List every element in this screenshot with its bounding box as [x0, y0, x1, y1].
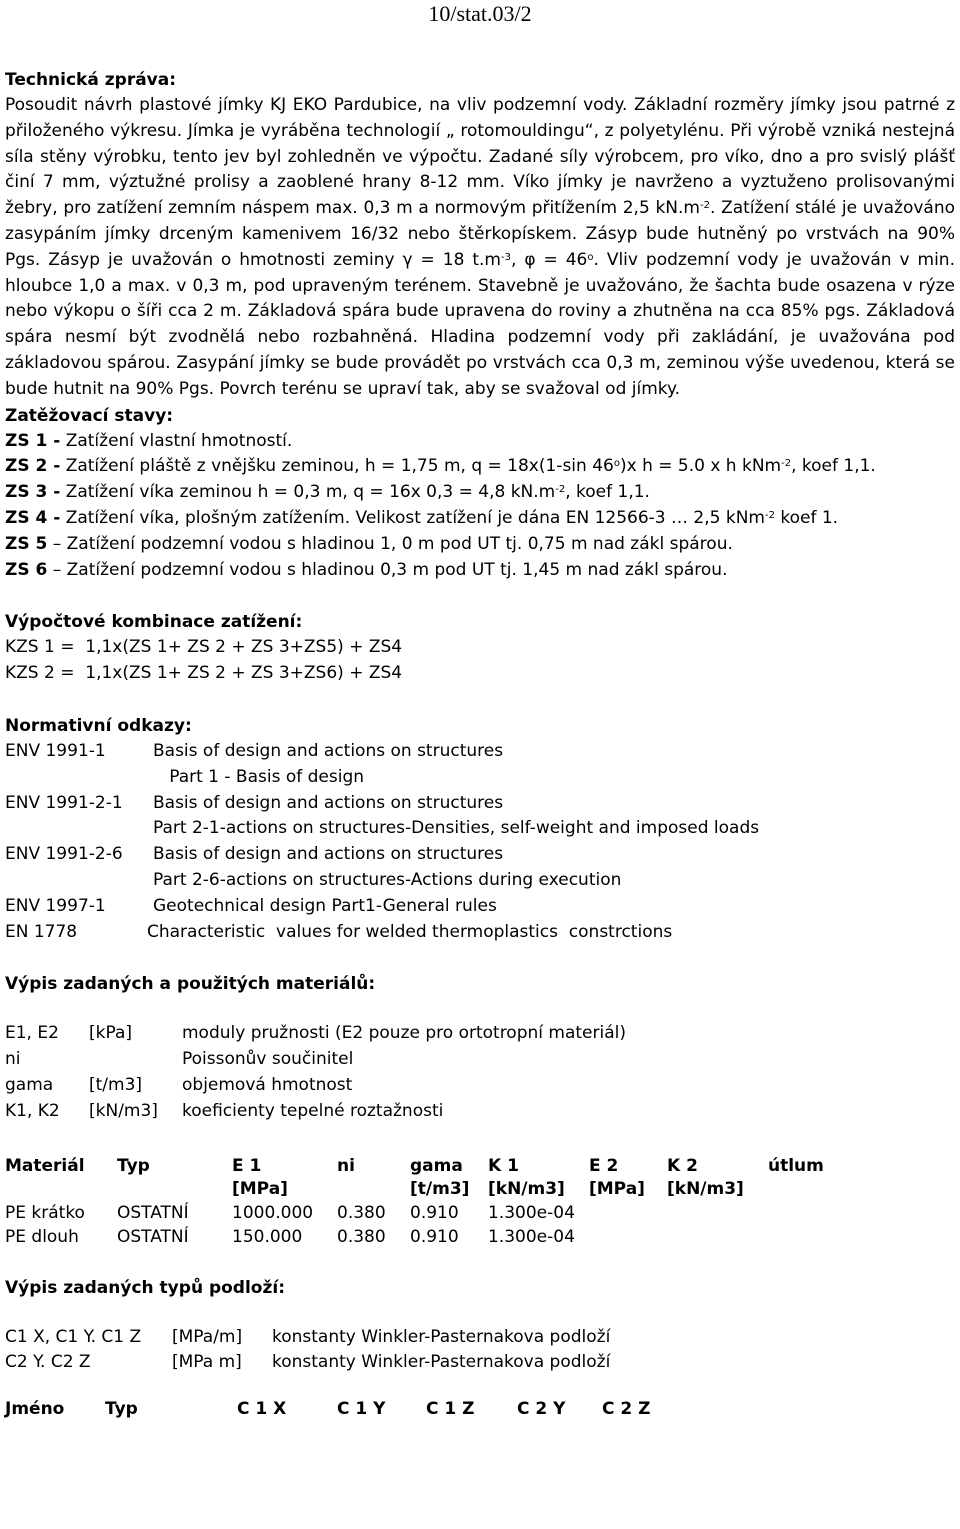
materials-table-units: [MPa] [t/m3] [kN/m3] [MPa] [kN/m3]: [232, 1178, 744, 1199]
table-row: PE dlouh OSTATNÍ 150.000 0.380 0.910 1.300e-04: [5, 1226, 575, 1247]
section-title-load-combinations: Výpočtové kombinace zatížení:: [5, 612, 303, 633]
norm-row: ENV 1991-1 Basis of design and actions on structures: [5, 740, 504, 761]
norm-row: ENV 1991-2-6 Basis of design and actions on structures: [5, 844, 504, 865]
subsoil-row: C2 Y. C2 Z [MPa m] konstanty Winkler-Pasternakova podloží: [5, 1352, 611, 1373]
section-title-subsoil: Výpis zadaných typů podloží:: [5, 1277, 286, 1298]
load-case-zs6: ZS 6 – Zatížení podzemní vodou s hladinou 0,3 m pod UT tj. 1,45 m nad zákl spárou.: [5, 559, 728, 580]
section-title-normative-references: Normativní odkazy:: [5, 715, 192, 736]
subsoil-table-header-row: Jméno Typ C 1 X C 1 Y C 1 Z C 2 Y C 2 Z: [5, 1399, 651, 1420]
subsoil-table-header: [5, 1398, 682, 1421]
load-case-zs3: ZS 3 - Zatížení víka zeminou h = 0,3 m, q = 16x 0,3 = 4,8 $kN.m^{-2}$, koef 1,1.: [5, 482, 650, 503]
materials-table-header: Materiál Typ E 1 ni gama K 1 E 2 K 2 útlum: [5, 1155, 824, 1176]
legend-row: E1, E2 [kPa] moduly pružnosti (E2 pouze pro ortotropní materiál): [5, 1023, 626, 1044]
norm-row: ENV 1991-2-1 Basis of design and actions on structures: [5, 792, 504, 813]
legend-row: ni Poissonův součinitel: [5, 1049, 354, 1070]
subsoil-legend: [5, 1325, 955, 1377]
norm-row: EN 1778 Characteristic values for welded thermoplastics constrctions: [5, 921, 673, 942]
materials-table: [5, 1155, 848, 1249]
document-body: [5, 67, 955, 1421]
norm-row: ENV 1997-1 Geotechnical design Part1-General rules: [5, 895, 497, 916]
norm-row: Part 2-6-actions on structures-Actions during execution: [153, 869, 622, 890]
norm-row: Part 2-1-actions on structures-Densities, self-weight and imposed loads: [153, 818, 760, 839]
norm-row: Part 1 - Basis of design: [153, 766, 365, 787]
section-title-technical-report: Technická zpráva:: [5, 70, 177, 90]
load-case-zs1: ZS 1 - Zatížení vlastní hmotností.: [5, 430, 293, 451]
combination-kzs1: KZS 1 = 1,1x(ZS 1+ ZS 2 + ZS 3+ZS5) + ZS4: [5, 637, 403, 658]
table-row: PE krátko OSTATNÍ 1000.000 0.380 0.910 1.300e-04: [5, 1202, 575, 1223]
combination-kzs2: KZS 2 = 1,1x(ZS 1+ ZS 2 + ZS 3+ZS6) + ZS4: [5, 663, 403, 684]
section-title-load-cases: Zatěžovací stavy:: [5, 405, 174, 426]
normative-references-list: [5, 739, 955, 945]
load-case-zs4: ZS 4 - Zatížení víka, plošným zatížením. Velikost zatížení je dána EN 12566-3 … 2,5 kNm$^{-2}$ koef 1.: [5, 507, 839, 528]
load-case-zs5: ZS 5 – Zatížení podzemní vodou s hladinou 1, 0 m pod UT tj. 0,75 m nad zákl spárou.: [5, 533, 733, 554]
page-header-code: 10/stat.03/2: [428, 1, 532, 26]
technical-report-paragraph: Posoudit návrh plastové jímky KJ EKO Pardubice, na vliv podzemní vody. Základní rozměry jímky jsou patrné z přiloženého výkresu. Jímka je vyráběna technologií „ rotomouldingu“, z polyetylénu. Při výrobě vzniká nestejná síla stěny výrobku, tento jev byl zohledněn ve výpočtu. Zadané síly výrobcem, pro víko, dno a pro svislý plášť činí 7 mm, výztužné prolisy a zaoblené hrany 8-12 mm. Víko jímky je navrženo a vyztuženo prolisovanými žebry, pro zatížení zemním náspem max. 0,3 m a normovým přitížením 2,5 $kN.m^{-2}$. Zatížení stálé je uvažováno zasypáním jímky drceným kamenivem 16/32 nebo štěrkopískem. Zásyp bude hutněný po vrstvách na 90% Pgs. Zásyp je uvažován o hmotnosti zeminy γ = 18 $t.m^{-3}$, $\varphi = 46^o$. Vliv podzemní vody je uvažován v min. hloubce 1,0 a max. v 0,3 m, pod upraveným terénem. Stavebně je uvažováno, že šachta bude osazena v rýze nebo výkopu o šíři cca 2 m. Základová spára bude upravena do roviny a zhutněna na cca 85% pgs. Základová spára nesmí být zvodnělá nebo rozbahněná. Hladina podzemní vody při zakládání, je uvažována pod základovou spárou. Zasypání jímky se bude provádět po vrstvách cca 0,3 m, zeminou výše uvedenou, která se bude hutnit na 90% Pgs. Povrch terénu se upraví tak, aby se svažoval od jímky.: [5, 95, 955, 399]
section-title-materials: Výpis zadaných a použitých materiálů:: [5, 974, 376, 995]
legend-row: gama [t/m3] objemová hmotnost: [5, 1074, 353, 1095]
materials-legend: [5, 1021, 955, 1124]
subsoil-row: C1 X, C1 Y. C1 Z [MPa/m] konstanty Winkler-Pasternakova podloží: [5, 1326, 611, 1347]
load-case-zs2: ZS 2 - Zatížení pláště z vnějšku zeminou, h = 1,75 m, q = 18x(1-sin 46$^o$)x h = 5.0 x h kNm$^{-2}$, koef 1,1.: [5, 456, 876, 477]
legend-row: K1, K2 [kN/m3] koeficienty tepelné roztažnosti: [5, 1100, 444, 1121]
